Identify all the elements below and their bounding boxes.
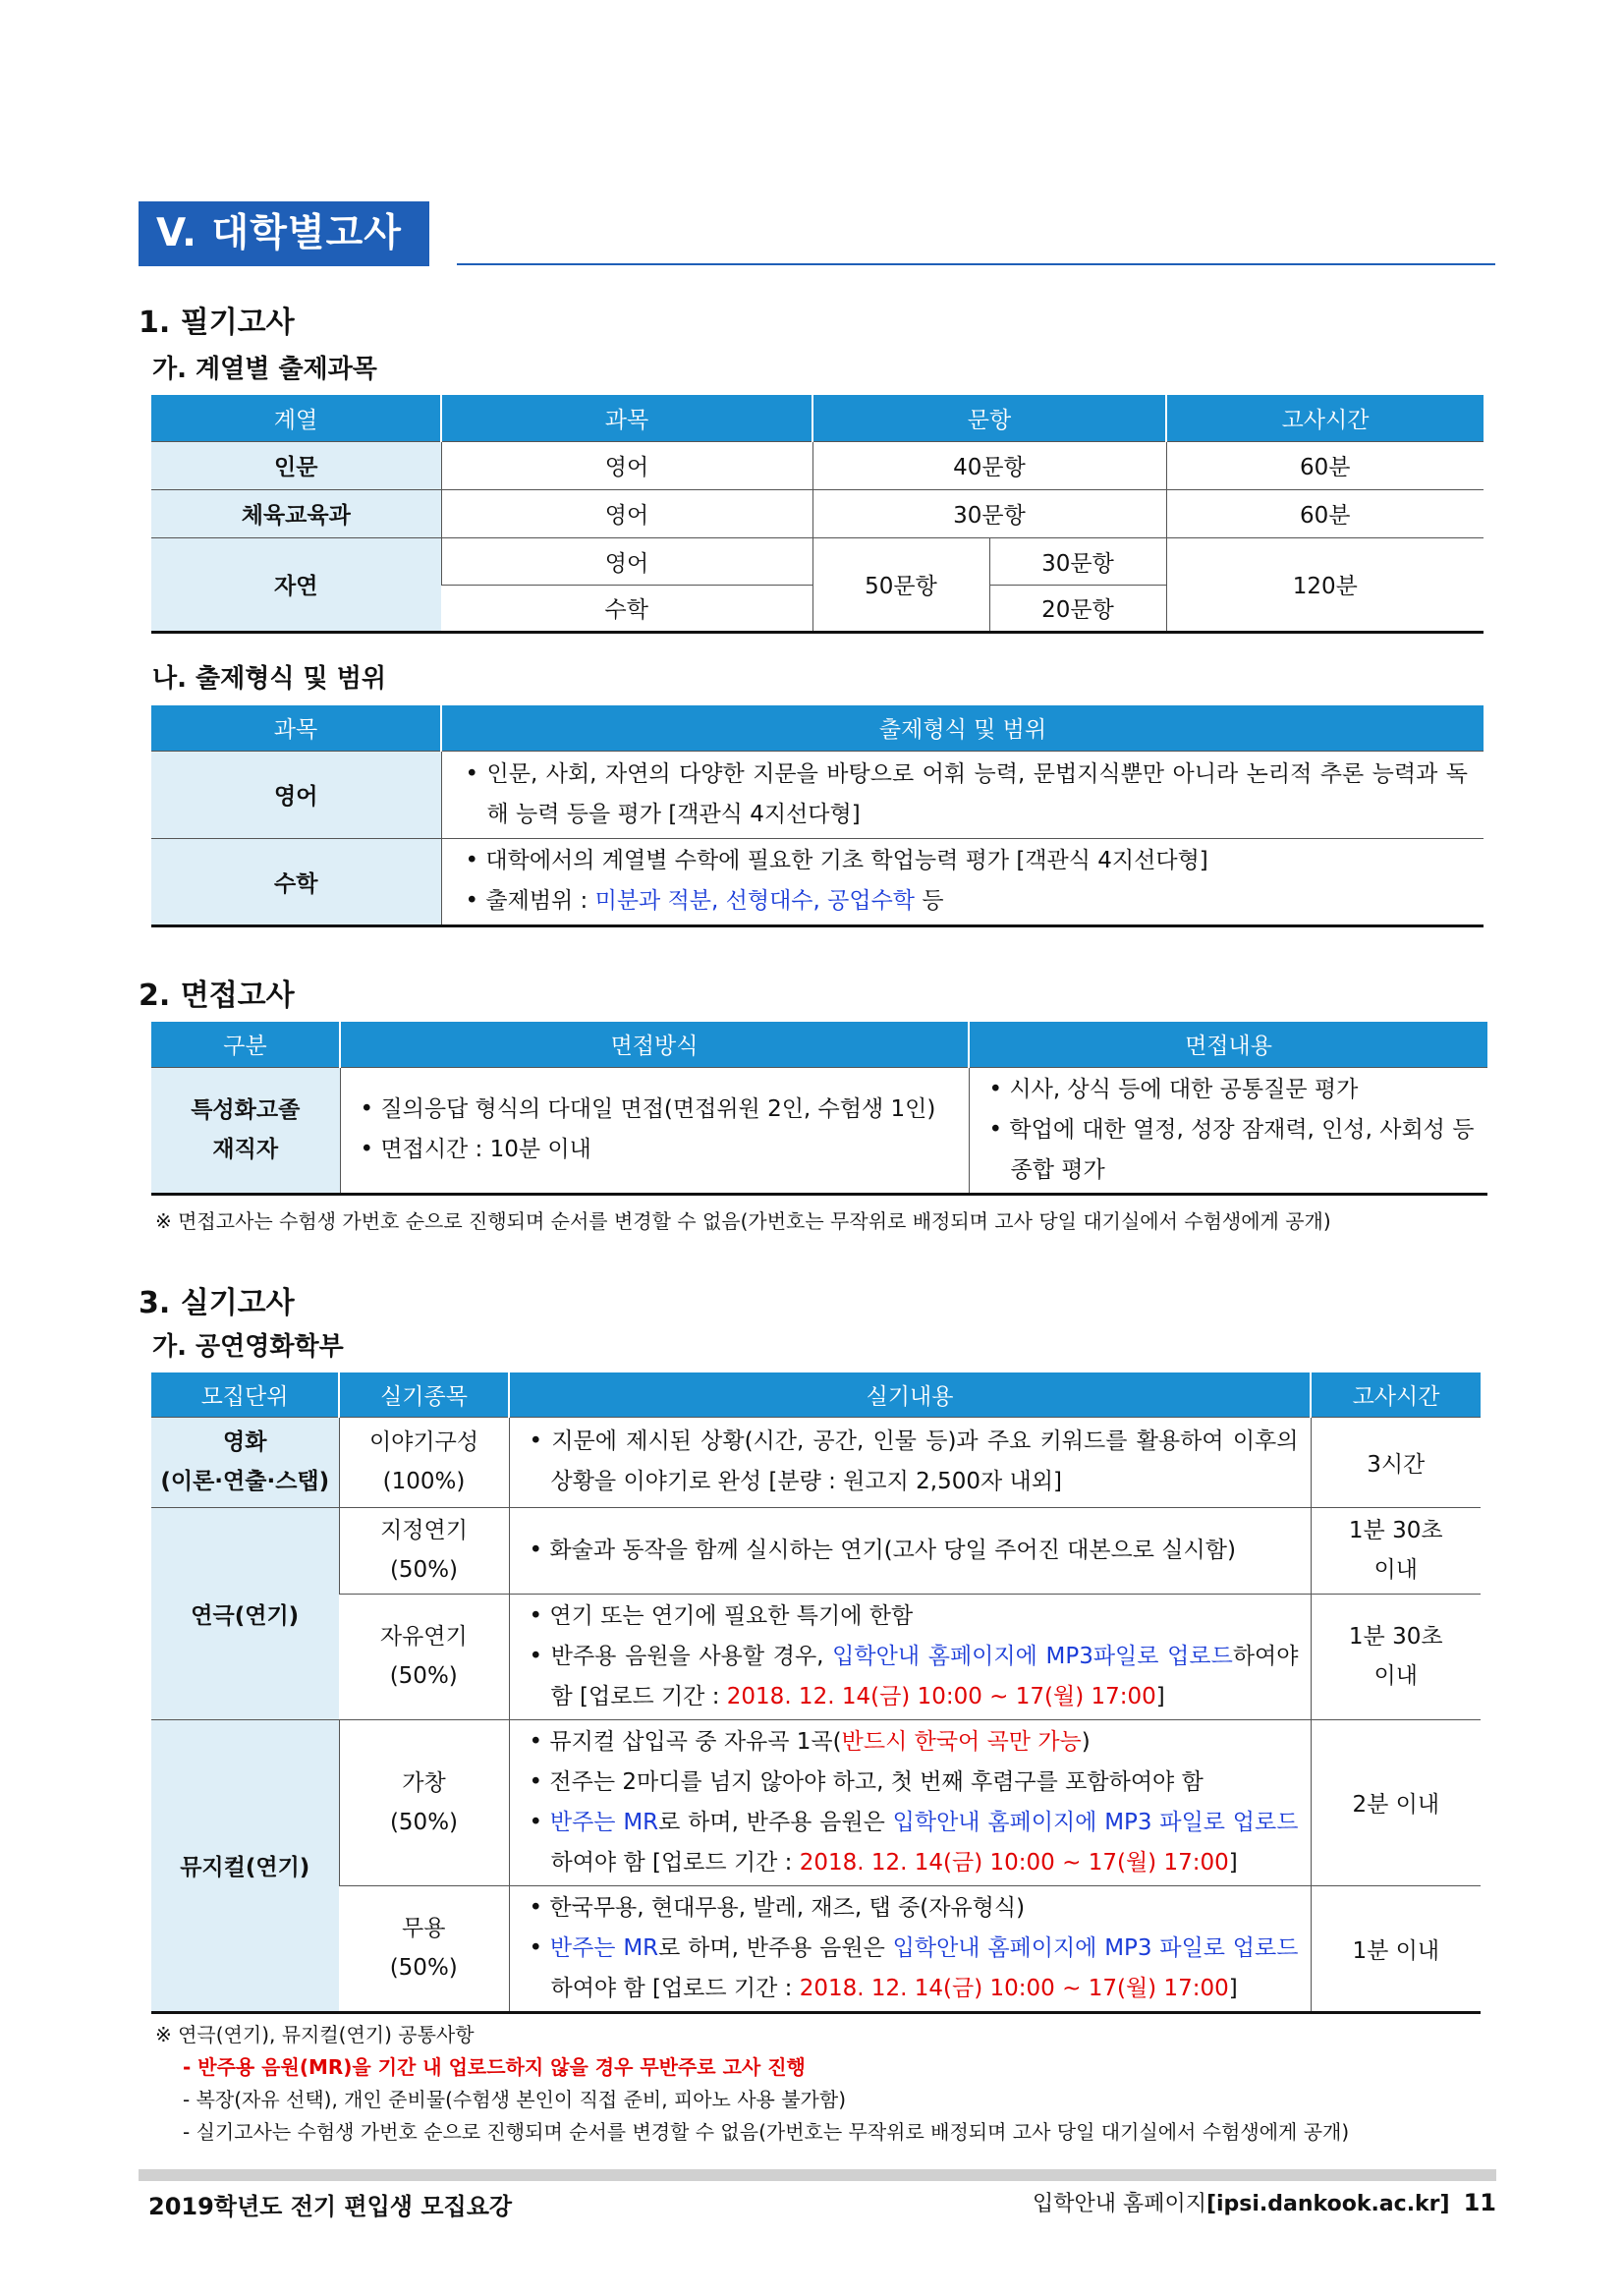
cell-subject: 영어 [441,537,812,585]
musical-bullet2: • 전주는 2마디를 넘지 않아야 하고, 첫 번째 후렴구를 포함하여야 함 [529,1768,1204,1795]
d-b2-blue2: 입학안내 홈페이지에 MP3 파일로 업로드 [892,1934,1299,1961]
subheading-format: 나. 출제형식 및 범위 [152,664,386,694]
musical-weight2: (50%) [389,1955,458,1981]
practical-note-3: - 실기고사는 수험생 가번호 순으로 진행되며 순서를 변경할 수 없음(가번호는 무작위로 배정되며 고사 당일 대기실에서 수험생에게 공개) [183,2120,1350,2144]
col-header-items: 문항 [812,395,1166,441]
theater-bullet1: • 연기 또는 연기에 필요한 특기에 한함 [529,1602,914,1629]
section-banner: V. 대학별고사 [139,201,429,266]
col-header-method: 면접방식 [340,1022,969,1067]
content-bullet-1: • 시사, 상식 등에 대한 공통질문 평가 [988,1076,1359,1102]
t-b2-end: ] [1155,1683,1165,1709]
musical-bullet3 [522,1803,1299,1883]
cell-total-items: 50문항 [812,537,989,632]
m-b3-pre: • [529,1809,550,1835]
theater-weight2: (50%) [389,1663,458,1689]
subheading-subjects: 가. 계열별 출제과목 [152,355,377,384]
musical-time2: 1분 이내 [1311,1885,1481,2012]
format-table [151,705,1484,927]
musical-time1: 2분 이내 [1311,1719,1481,1885]
musical-type1: 가창 [402,1769,446,1796]
cell-time: 60분 [1166,441,1484,489]
interview-content-cell [969,1067,1487,1194]
section-divider [457,263,1495,265]
row-label-musical: 뮤지컬(연기) [151,1719,339,2012]
page-number: 11 [1463,2189,1496,2216]
m-b3-blue1: 반주는 MR [549,1809,659,1835]
cell-time: 120분 [1166,537,1484,632]
m-b1-pre: • 뮤지컬 삽입곡 중 자유곡 1곡( [529,1728,842,1755]
musical-weight1: (50%) [389,1809,459,1835]
d-b2-mid: 로 하며, 반주용 음원은 [658,1934,893,1961]
row-label-vocational [151,1067,340,1194]
theater-content1-cell [509,1507,1311,1594]
d-b2-red: 2018. 12. 14(금) 10:00 ~ 17(월) 17:00 [799,1975,1229,2001]
label-line2: 재직자 [212,1137,279,1162]
musical-content1-cell [509,1719,1311,1885]
col-header-time: 고사시간 [1166,395,1484,441]
theater-time1: 1분 30초 [1348,1518,1443,1543]
method-bullet-1: • 질의응답 형식의 다대일 면접(면접위원 2인, 수험생 1인) [360,1096,936,1122]
d-b2-blue1: 반주는 MR [549,1934,659,1961]
theater-content2-cell [509,1594,1311,1719]
label-line1: 특성화고졸 [191,1097,301,1123]
row-label-math: 수학 [151,838,441,925]
footer-bar [139,2169,1496,2181]
interview-table [151,1022,1487,1196]
theater-time2-cell [1311,1594,1481,1719]
cell-items: 40문항 [812,441,1166,489]
cell-subject: 영어 [441,489,812,537]
cell-items: 20문항 [989,585,1166,632]
theater-type2: 자유연기 [379,1624,468,1650]
range-suffix: 등 [915,888,944,914]
col-header-content: 면접내용 [969,1022,1487,1067]
film-content-cell [509,1417,1311,1507]
cell-items: 30문항 [812,489,1166,537]
practical-note-1: - 반주용 음원(MR)을 기간 내 업로드하지 않을 경우 무반주로 고사 진행 [183,2055,806,2079]
theater-time1-cell [1311,1507,1481,1594]
cell-items: 30문항 [989,537,1166,585]
musical-bullet1 [522,1722,1299,1763]
math-format-cell [441,838,1484,925]
film-unit-detail: (이론·연출·스탭) [160,1469,330,1494]
subheading-performing-arts: 가. 공연영화학부 [152,1332,344,1362]
math-range-bullet [458,881,1469,922]
musical-type1-cell [339,1719,509,1885]
cell-subject: 수학 [441,585,812,632]
m-b3-blue2: 입학안내 홈페이지에 MP3 파일로 업로드 [892,1809,1299,1835]
footer-right [1033,2187,1496,2217]
dance-bullet1: • 한국무용, 현대무용, 발레, 재즈, 탭 중(자유형식) [529,1894,1026,1921]
theater-weight1: (50%) [389,1557,459,1583]
musical-type2: 무용 [402,1916,446,1941]
m-b3-red: 2018. 12. 14(금) 10:00 ~ 17(월) 17:00 [799,1849,1229,1876]
row-label-humanities: 인문 [151,441,441,489]
range-topics: 미분과 적분, 선형대수, 공업수학 [594,888,916,914]
col-header-subject: 과목 [151,705,441,751]
row-label-science: 자연 [151,537,441,632]
cell-subject: 영어 [441,441,812,489]
footer-title: 2019학년도 전기 편입생 모집요강 [148,2193,513,2220]
col-header-subject: 과목 [441,395,812,441]
method-bullet-2: • 면접시간 : 10분 이내 [360,1137,591,1162]
practical-note-2: - 복장(자유 선택), 개인 준비물(수험생 본인이 직접 준비, 피아노 사용 불가함) [183,2088,846,2111]
row-label-film [151,1417,339,1507]
footer-site-label: 입학안내 홈페이지 [1032,2192,1206,2216]
interview-note: ※ 면접고사는 수험생 가번호 순으로 진행되며 순서를 변경할 수 없음(가번호는 무작위로 배정되며 고사 당일 대기실에서 수험생에게 공개) [155,1209,1331,1233]
english-format-cell [441,751,1484,838]
film-type-cell [339,1417,509,1507]
theater-bullet2 [522,1637,1299,1717]
theater-time2-suffix: 이내 [1373,1663,1418,1689]
col-header-unit: 모집단위 [151,1372,339,1417]
m-b1-end: ) [1081,1728,1091,1755]
col-header-practical-content: 실기내용 [509,1372,1311,1417]
col-header-type: 실기종목 [339,1372,509,1417]
d-b2-pre: • [529,1934,550,1961]
theater-time2: 1분 30초 [1348,1624,1443,1650]
row-label-english: 영어 [151,751,441,838]
film-unit-name: 영화 [223,1429,267,1455]
theater-type1-cell [339,1507,509,1594]
m-b3-mid2: 하여야 함 [업로드 기간 : [550,1849,800,1876]
t-b2-blue: 입학안내 홈페이지에 MP3파일로 업로드 [832,1643,1233,1669]
row-label-theater: 연극(연기) [151,1507,339,1719]
english-format-text: • 인문, 사회, 자연의 다양한 지문을 바탕으로 어휘 능력, 문법지식뿐만 아니라 논리적 추론 능력과 독해 능력 등을 평가 [객관식 4지선다형] [465,760,1468,827]
d-b2-mid2: 하여야 함 [업로드 기간 : [550,1975,800,2001]
col-header-track: 계열 [151,395,441,441]
cell-time: 60분 [1166,489,1484,537]
d-b2-end: ] [1228,1975,1238,2001]
content-bullet-2: • 학업에 대한 열정, 성장 잠재력, 인성, 사회성 등 종합 평가 [988,1116,1475,1183]
film-time: 3시간 [1311,1417,1481,1507]
interview-method-cell [340,1067,969,1194]
theater-content1: • 화술과 동작을 함께 실시하는 연기(고사 당일 주어진 대본으로 실시함) [529,1537,1236,1563]
theater-time1-suffix: 이내 [1373,1557,1418,1583]
theater-type2-cell [339,1594,509,1719]
practical-note-title: ※ 연극(연기), 뮤지컬(연기) 공통사항 [155,2023,475,2046]
m-b3-mid: 로 하며, 반주용 음원은 [658,1809,893,1835]
m-b3-end: ] [1228,1849,1238,1876]
subjects-table [151,395,1484,634]
col-header-category: 구분 [151,1022,340,1067]
theater-type1: 지정연기 [380,1518,468,1543]
heading-interview: 2. 면접고사 [139,979,295,1013]
musical-type2-cell [339,1885,509,2012]
math-format-bullet: • 대학에서의 계열별 수학에 필요한 기초 학업능력 평가 [객관식 4지선다형] [465,848,1208,873]
film-content: • 지문에 제시된 상황(시간, 공간, 인물 등)과 주요 키워드를 활용하여 이후의 상황을 이야기로 완성 [분량 : 원고지 2,500자 내외] [529,1428,1299,1494]
t-b2-red: 2018. 12. 14(금) 10:00 ~ 17(월) 17:00 [726,1683,1156,1709]
t-b2-mid: 하여야 함 [업로드 기간 : [550,1643,1299,1709]
heading-practical: 3. 실기고사 [139,1286,295,1320]
film-type: 이야기구성 [368,1429,479,1455]
row-label-pe: 체육교육과 [151,489,441,537]
range-prefix: • 출제범위 : [465,888,595,914]
heading-written-exam: 1. 필기고사 [139,306,295,340]
dance-bullet2 [522,1929,1299,2009]
footer-url[interactable]: [ipsi.dankook.ac.kr] [1205,2192,1450,2216]
m-b1-red: 반드시 한국어 곡만 가능 [841,1728,1082,1755]
practical-table [151,1372,1481,2014]
musical-content2-cell [509,1885,1311,2012]
film-weight: (100%) [382,1469,466,1494]
col-header-exam-time: 고사시간 [1311,1372,1481,1417]
col-header-format: 출제형식 및 범위 [441,705,1484,751]
t-b2-pre: • 반주용 음원을 사용할 경우, [529,1643,833,1669]
